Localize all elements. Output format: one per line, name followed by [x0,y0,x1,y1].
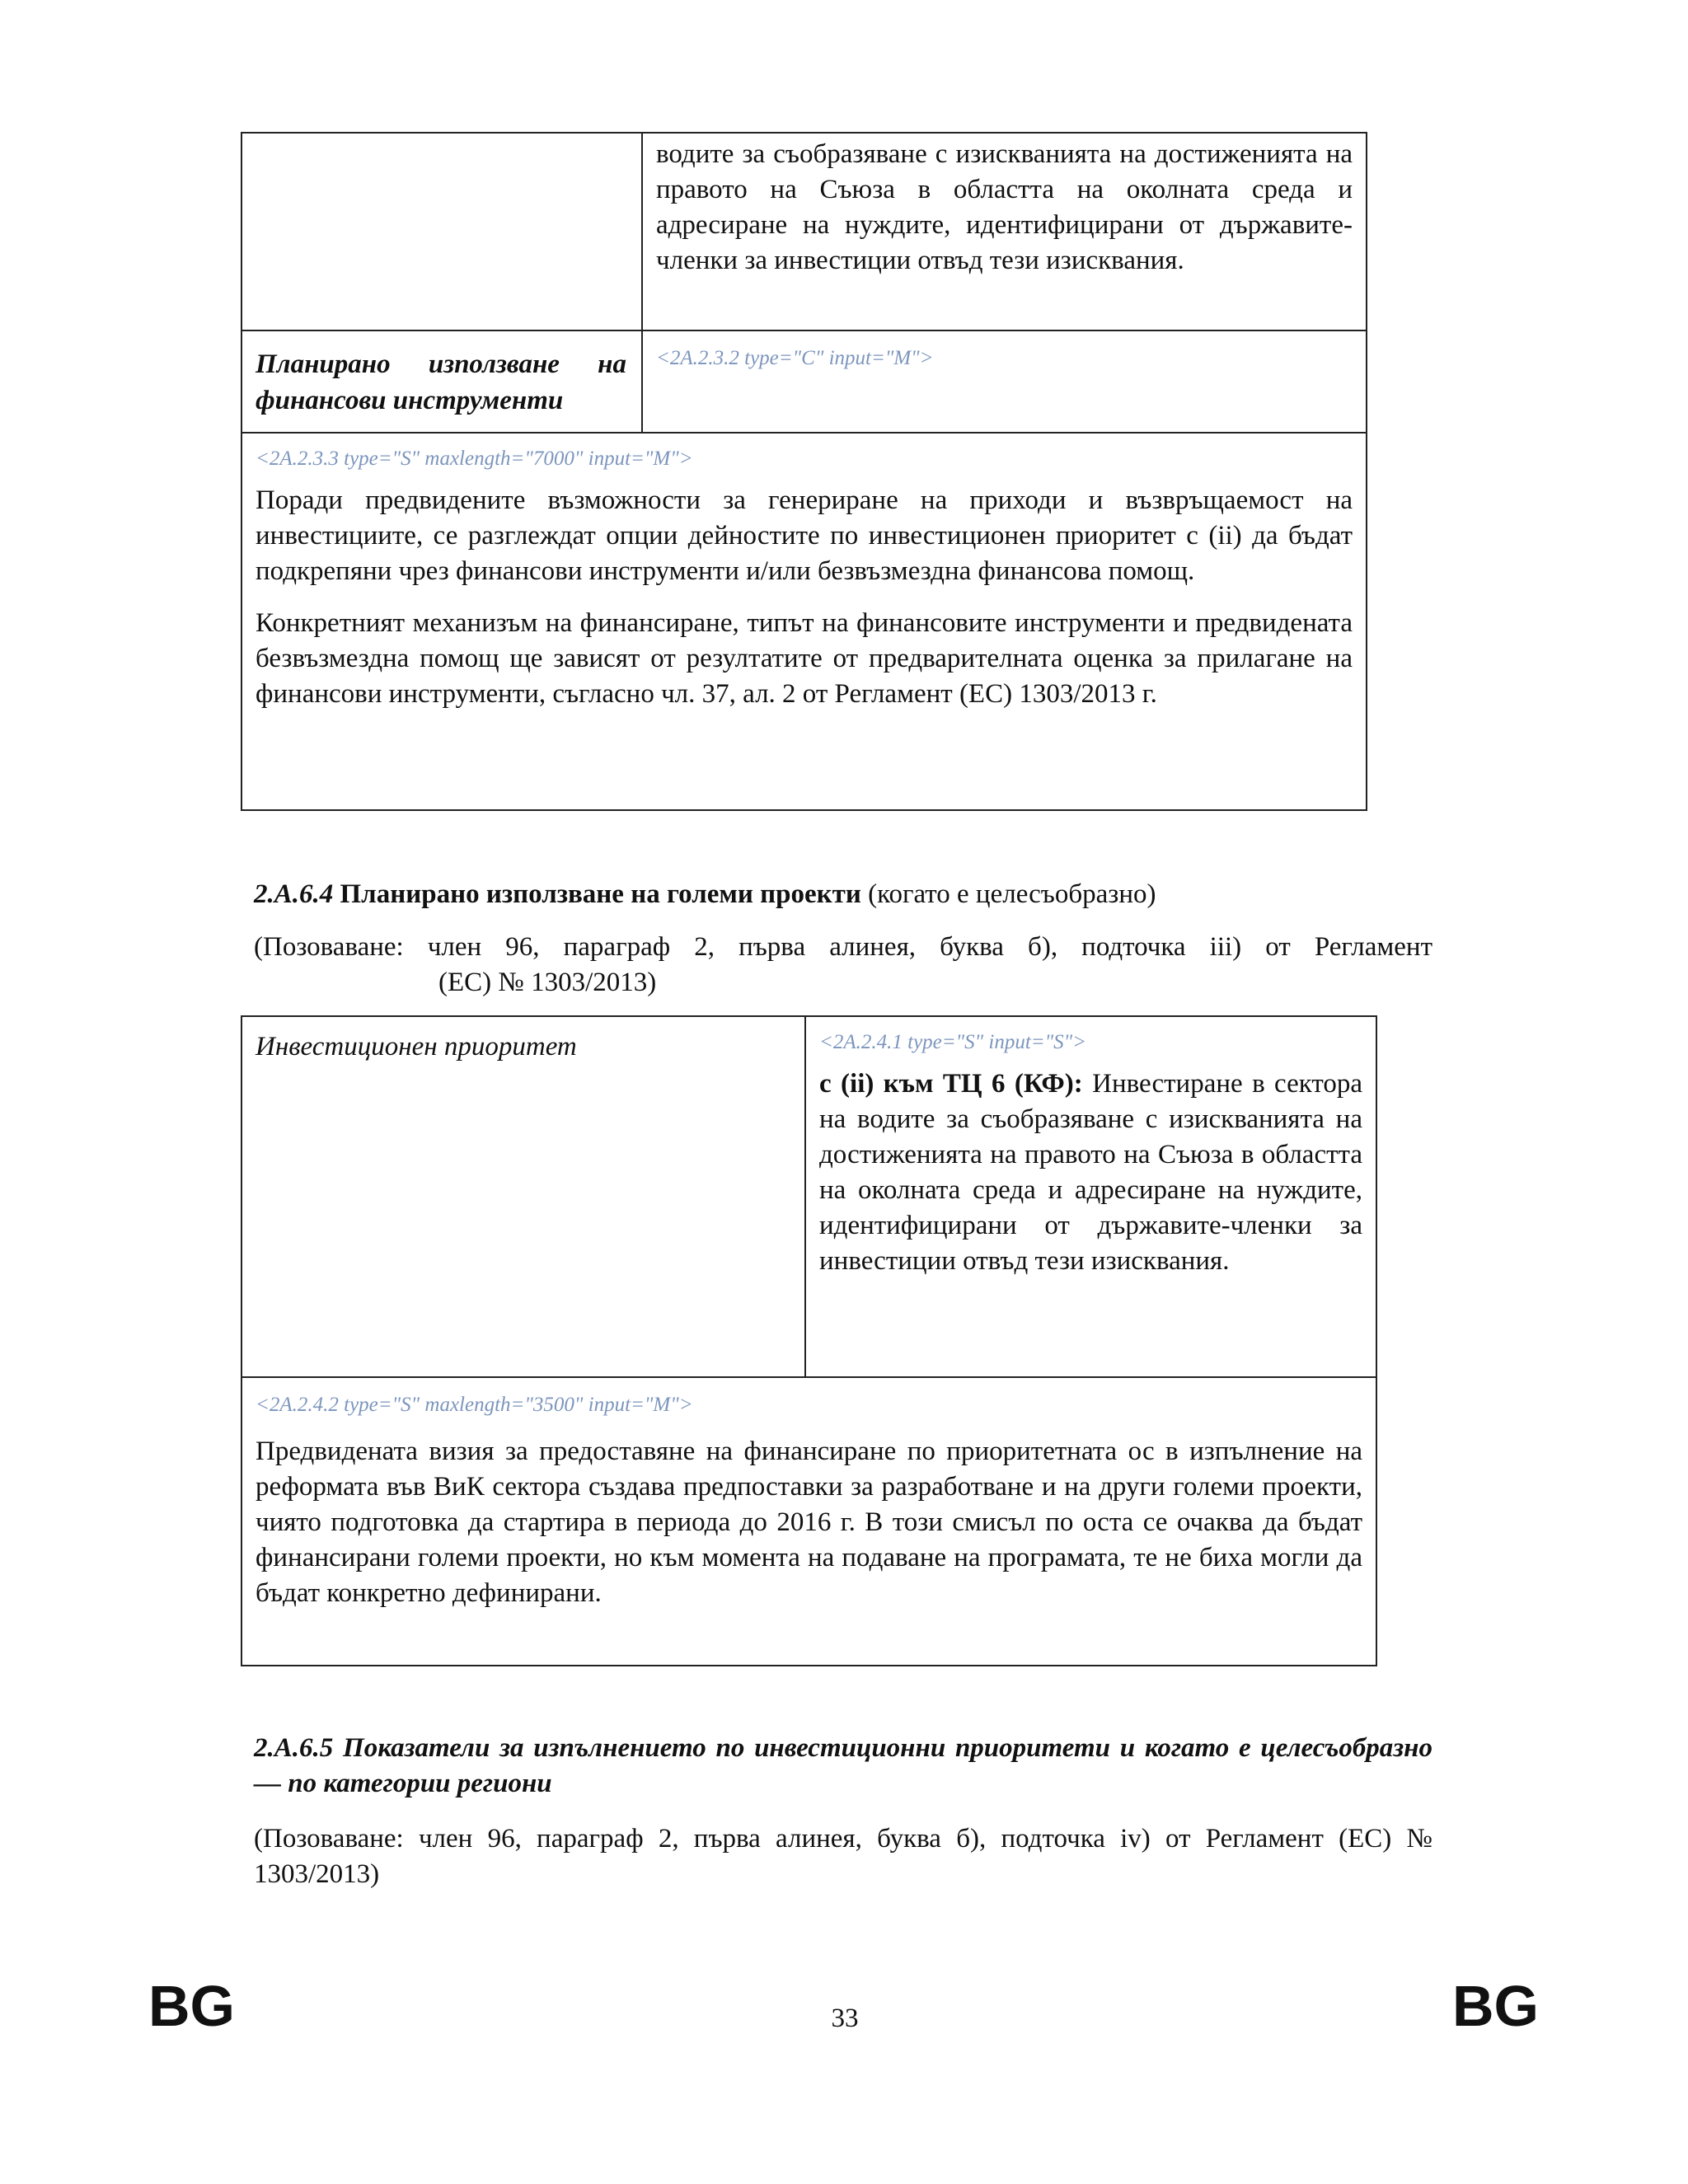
reference-line: (ЕС) № 1303/2013) [438,968,657,997]
table-large-projects [241,1015,1377,1666]
table-row [242,134,1366,331]
priority-description: Инвестиране в сектора на водите за съобразяване с изискванията на достиженията на правото на Съюза в областта на околната среда и адресиране на нуждите, идентифицирани от държавите-членки за инвестиции отвъд тези изисквания. [819,1069,1362,1276]
section-title: Планирано използване на големи проекти [340,879,861,909]
section-heading-2a64 [254,877,1432,912]
priority-continuation-text: водите за съобразяване с изискванията на достиженията на правото на Съюза в областта на околната среда и адресиране на нуждите, идентифицирани от държавите-членки за инвестиции отвъд тези изисквания. [656,139,1353,275]
table-row [256,447,1353,712]
language-label-right: BG [1452,1974,1539,2038]
page-number: 33 [831,2004,859,2033]
table-row [242,331,1366,434]
table-fin-instruments [241,132,1367,811]
field-tag: <2A.2.3.3 type="S" maxlength="7000" input="M"> [256,448,693,470]
priority-code: с (ii) към ТЦ 6 (КФ): [819,1069,1083,1099]
table-cell [641,331,1366,432]
section-number: 2.A.6.4 [254,879,334,909]
field-tag: <2A.2.3.2 type="C" input="M"> [656,347,934,369]
investment-priority-label: Инвестиционен приоритет [256,1032,577,1062]
section-reference [254,930,1432,1001]
field-tag: <2A.2.4.1 type="S" input="S"> [819,1031,1087,1053]
language-label-left: BG [148,1974,235,2038]
section-reference: (Позоваване: член 96, параграф 2, първа алинея, буква б), подточка iv) от Регламент (ЕС) № 1303/2013) [254,1824,1432,1889]
paragraph: Поради предвидените възможности за генериране на приходи и възвръщаемост на инвестициите, се разглеждат опции дейностите по инвестиционен приоритет с (ii) да бъдат подкрепяни чрез финансови инструменти и/или безвъзмездна финансова помощ. [256,485,1353,586]
paragraph: Конкретният механизъм на финансиране, типът на финансовите инструменти и предвидената безвъзмездна помощ ще зависят от резултатите от предварителната оценка за прилагане на финансови инструменти, съгласно чл. 37, ал. 2 от Регламент (ЕС) 1303/2013 г. [256,608,1353,709]
table-row [242,1017,1376,1378]
table-cell [804,1017,1376,1376]
section-heading-2a65: 2.A.6.5 Показатели за изпълнението по инвестиционни приоритети и когато е целесъобразно — по категории региони [254,1733,1432,1798]
table-cell [641,134,1366,330]
investment-priority-text [819,1066,1362,1279]
table-row [256,1393,1362,1611]
field-tag: <2A.2.4.2 type="S" maxlength="3500" input="M"> [256,1394,693,1416]
section-qualifier: (когато е целесъобразно) [868,879,1156,909]
fin-instruments-label: Планирано използване на финансови инструменти [256,349,626,415]
paragraph: Предвидената визия за предоставяне на финансиране по приоритетната ос в изпълнение на реформата във ВиК сектора създава предпоставки за разработване и на други големи проекти, чиято подготовка да стартира в периода до 2016 г. В този смисъл по оста се очаква да бъдат финансирани големи проекти, но към момента на подаване на програмата, те не биха могли да бъдат конкретно дефинирани. [256,1436,1362,1608]
reference-line: (Позоваване: член 96, параграф 2, първа алинея, буква б), подточка iii) от Регламент [254,932,1432,962]
